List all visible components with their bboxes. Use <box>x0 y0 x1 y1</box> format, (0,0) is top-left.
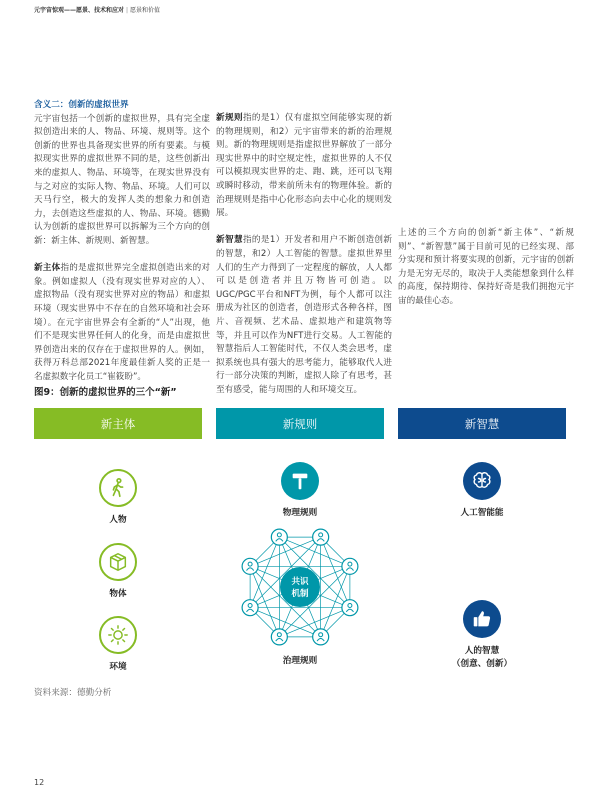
node-label-line-1: 人的智慧 <box>464 646 500 656</box>
running-head-separator: | <box>126 7 129 14</box>
node-ai <box>422 462 542 520</box>
source-note: 资料来源：德勤分析 <box>34 688 112 698</box>
consensus-center <box>280 567 320 607</box>
network-person-node <box>313 629 329 645</box>
node-label: 人工智能能 <box>460 508 504 518</box>
keyword-new-subject: 新主体 <box>34 263 61 274</box>
consensus-network <box>226 522 374 652</box>
running-head-series: 元宇宙惊观——愿景、技术和应对 <box>34 7 125 14</box>
paragraph <box>216 112 392 221</box>
text-column-3 <box>398 227 574 309</box>
node-object <box>58 543 178 601</box>
text-column-2 <box>216 112 392 397</box>
keyword-new-rules: 新规则 <box>216 113 243 123</box>
paragraph <box>34 99 210 249</box>
paragraph <box>398 227 574 309</box>
node-governance-rules <box>240 652 360 668</box>
paragraph-text: 上述的三个方向的创新“新主体”、“新规则”、“新智慧”属于目前可见的已经实现、部分实现和预计将要实现的创新，元宇宙的创新力是无穷无尽的，取决于人类能想象到什么样的高度，保持期待、保持好奇是我们拥抱元宇宙的最佳心态。 <box>398 228 574 306</box>
node-label: 物理规则 <box>282 508 318 518</box>
hammer-icon <box>281 462 319 500</box>
text-column-1 <box>34 99 210 384</box>
paragraph-text: 元宇宙包括一个创新的虚拟世界，具有完全虚拟创造出来的人、物品、环境、规则等。这个创新的世界也具备现实世界的所有要素。与模拟现实世界的虚拟世界不同的是，这些创新出来的虚拟人、物品、环境等，在现实世界没有与之对应的实际人物、物品、环境。人们可以天马行空，极大的发挥人类的想象力和创造力，去创造这些虚拟的人、物品、环境。德勤认为创新的虚拟世界可以拆解为三个方向的创新：新主体、新规则、新智慧。 <box>34 113 210 246</box>
node-label-line-2: （创意、创新） <box>451 659 513 669</box>
network-person-node <box>242 600 258 616</box>
header-new-rules: 新规则 <box>216 408 384 439</box>
thumbs-up-icon <box>463 600 501 638</box>
running-head-section: 愿景和价值 <box>130 7 161 14</box>
node-label: 人物 <box>109 515 127 525</box>
page-number: 12 <box>34 778 45 787</box>
node-physical-rules <box>240 462 360 520</box>
consensus-label-line-1: 共识 <box>291 577 309 587</box>
network-person-node <box>342 558 358 574</box>
network-person-node <box>271 529 287 545</box>
keyword-new-wisdom: 新智慧 <box>216 235 243 246</box>
network-person-node <box>271 629 287 645</box>
paragraph <box>216 234 392 397</box>
header-new-subject: 新主体 <box>34 408 202 439</box>
sun-icon <box>99 616 137 654</box>
node-person <box>58 469 178 527</box>
running-head <box>34 5 160 14</box>
network-person-node <box>242 558 258 574</box>
network-person-node <box>342 600 358 616</box>
walking-person-icon <box>99 469 137 507</box>
node-label <box>452 645 512 671</box>
section-title: 含义二：创新的虚拟世界 <box>34 100 129 110</box>
paragraph <box>34 262 210 384</box>
paragraph-text: 指的是1）仅有虚拟空间能够实现的新的物理规则，和2）元宇宙带来的新的治理规则。新的物理规则是指虚拟世界解放了一部分现实世界中的时空规定性，虚拟世界的人不仅可以模拟现实世界的走、跑、跳，还可以飞翔或瞬时移动，带来前所未有的物理体验。新的治理规则是指中心化形态向去中心化的规则发展。 <box>216 113 392 219</box>
node-environment <box>58 616 178 674</box>
brain-icon <box>463 462 501 500</box>
network-person-node <box>313 529 329 545</box>
node-human-wisdom <box>422 600 542 671</box>
node-label: 物体 <box>109 589 127 599</box>
node-label: 环境 <box>109 662 127 672</box>
paragraph-text: 指的是虚拟世界完全虚拟创造出来的对象。例如虚拟人（没有现实世界对应的人）、虚拟物品（没有现实世界对应的物品）和虚拟环境（现实世界中不存在的自然环境和社会环境）。在元宇宙世界会有全新的“人”出现，他们不是现实世界任何人的化身，而是由虚拟世界创造出来的仅存在于虚拟世界的人。例如，获得万科总部2021年度最佳新人奖的正是一名虚拟数字化员工“崔筱盼”。 <box>34 263 210 382</box>
consensus-label-line-2: 机制 <box>291 589 309 599</box>
node-label: 治理规则 <box>282 656 318 666</box>
paragraph-text: 指的是1）开发者和用户不断创造创新的智慧，和2）人工智能的智慧。虚拟世界里人们的生产力得到了一定程度的解放，人人都可以是创造者并且万物皆可创造。以UGC/PGC平台和NFT为例，每个人都可以注册成为社区的创造者，创造形式各种各样，图片、音视频、艺术品、虚拟地产和建筑物等等，并且可以作为NFT进行交易。人工智能的智慧指后人工智能时代，不仅人类会思考，虚拟系统也具有强大的思考能力，能够取代人进行一部分决策的判断，虚拟人除了有思考，甚至有感受，能与周围的人和环境交互。 <box>216 235 392 395</box>
figure-title: 图9：创新的虚拟世界的三个“新” <box>34 387 177 398</box>
box-icon <box>99 543 137 581</box>
header-new-wisdom: 新智慧 <box>398 408 566 439</box>
